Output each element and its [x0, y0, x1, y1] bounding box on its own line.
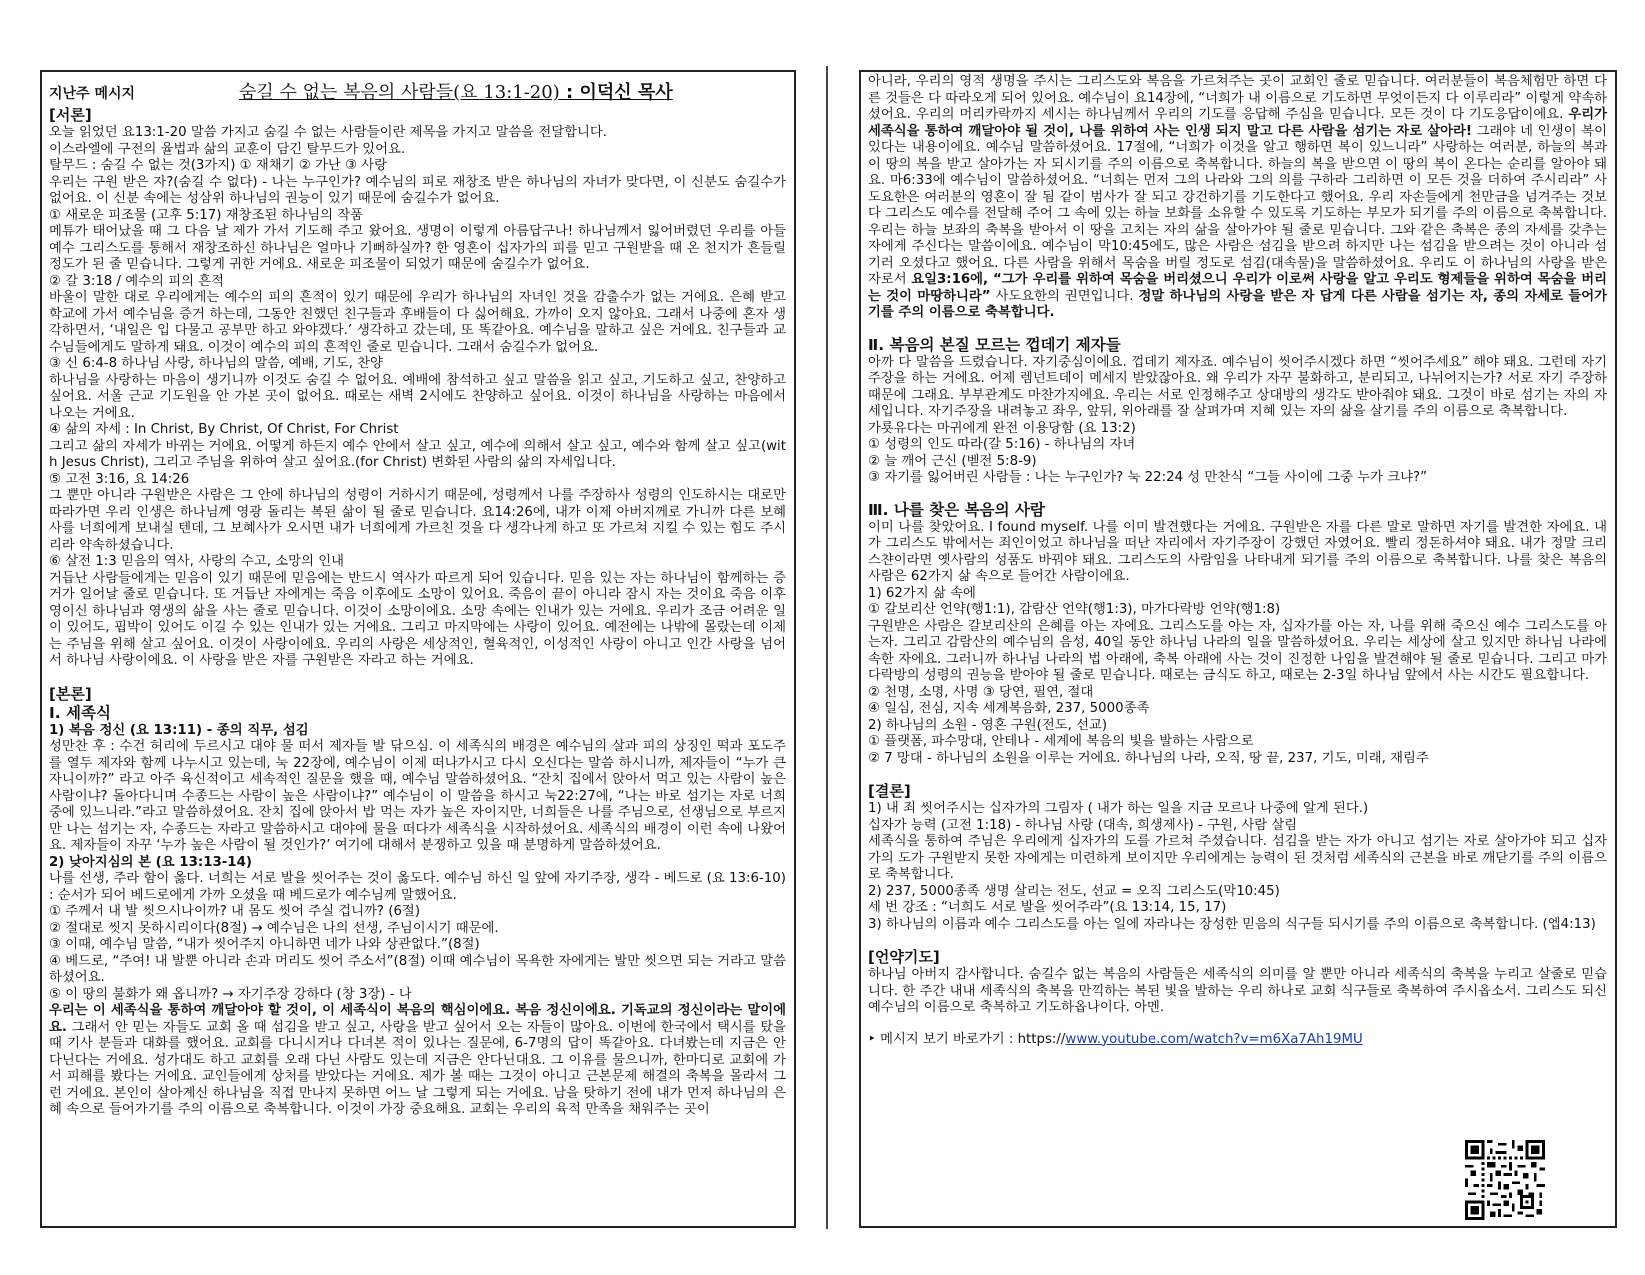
- message-header: [49, 78, 786, 105]
- list-item: 1) 62가지 삶 속에: [868, 585, 976, 601]
- continued-paragraph: [868, 74, 1607, 322]
- intro-point-body: 메튜가 태어났을 때 그 다음 날 제가 가서 기도해 주고 왔어요. 생명이 이렇게 아름답구나! 하나님께서 잃어버렸던 우리를 아들 예수 그리스도를 통해서 재창조하신 하나님은 얼마나 기뻐하실까? 한 영혼이 십자가의 피를 믿고 구원받을 때 온 천지가 흔들릴 정도가 된 줄 믿습니다. 그렇게 귀한 거에요. 새로운 피조물이 되었기 때문에 숨길수가 없어요.: [49, 224, 786, 272]
- list-item: ① 플랫폼, 파수망대, 안테나 - 세계에 복음의 빛을 발하는 사람으로: [868, 734, 1254, 749]
- intro-point-heading: ① 새로운 피조물 (고후 5:17) 재창조된 하나님의 작품: [49, 207, 364, 223]
- section-heading-2: Ⅱ. 복음의 본질 모르는 껍데기 제자들: [868, 335, 1121, 354]
- list-item: 가룟유다는 마귀에게 완전 이용당함 (요 13:2): [868, 420, 1136, 436]
- intro-point-heading: ③ 신 6:4-8 하나님 사랑, 하나님의 말씀, 예배, 기도, 찬양: [49, 356, 383, 371]
- column-divider: [826, 66, 828, 1229]
- section-body: 이미 나를 찾았어요. I found myself. 나를 이미 발견했다는 거에요. 구원받은 자를 다른 말로 말하면 자기를 발견한 자에요. 내가 그리스도 밖에서는 죄인이었고 하나님을 떠난 자리에서 자기주장이 강했던 자였어요. 빨리 정돈하셔야 돼요. 내가 정말 크리스챤이라면 옛사람의 성품도 바꿔야 돼요. 그리스도의 사람임을 나타내게 되기를 주의 이름으로 축복합니다. 나를 찾은 복음의 사람은 62가지 삶 속으로 들어간 사람이에요.: [868, 519, 1607, 584]
- conclusion-body: 세족식을 통하여 주님은 우리에게 십자가의 도를 가르쳐 주셨습니다. 섬김을 받는 자가 아니고 섬기는 자로 살아가야 되고 십자가의 도가 구원받지 못한 자에게는 미련하게 보이지만 우리에게는 능력이 된 것처럼 세족식의 근본을 바로 깨닫기를 주의 이름으로 축복합니다.: [868, 834, 1607, 882]
- list-item: ① 성령의 인도 따라(갈 5:16) - 하나님의 자녀: [868, 437, 1136, 452]
- intro-point-body: 거듭난 사람들에게는 믿음이 있기 때문에 믿음에는 반드시 역사가 따르게 되어 있습니다. 믿음 있는 자는 하나님이 함께하는 증거가 일어날 줄로 믿습니다. 또 거듭난 자에게는 죽음 이후에도 소망이 있어요. 죽음이 끝이 아니라 잠시 자는 것이요 죽음 이후 영이신 하나님과 영생의 삶을 사는 줄로 믿습니다. 이것이 소망이에요. 소망 속에는 인내가 있는 거에요. 우리가 조금 어려운 일이 있어도, 핍박이 있어도 이길 수 있는 인내가 있는 거에요. 그리고 마지막에는 사랑이 있어요. 예전에는 나밖에 몰랐는데 이제는 주님을 위해 살고 싶어요. 이것이 사랑이에요. 우리의 사랑은 세상적인, 혈육적인, 이성적인 사랑이 아니고 인간 사랑을 넘어서 하나님 사랑이에요. 이 사랑을 받은 자를 구원받은 자라고 하는 거에요.: [49, 570, 786, 668]
- list-item: ② 7 망대 - 하나님의 소원을 이루는 거에요. 하나님의 나라, 오직, 땅 끝, 237, 기도, 미래, 재림주: [868, 750, 1429, 766]
- body-heading: [본론]: [49, 684, 92, 703]
- intro-point-heading: ④ 삶의 자세 : In Christ, By Christ, Of Christ, For Christ: [49, 422, 399, 437]
- right-column: [859, 70, 1617, 1228]
- list-item: ② 늘 깨어 근신 (벧전 5:8-9): [868, 453, 1037, 469]
- intro-paragraph: 오늘 읽었던 요13:1-20 말씀 가지고 숨길 수 없는 사람들이란 제목을 가지고 말씀을 전달합니다.: [49, 125, 608, 140]
- section-body: 아까 다 말씀을 드렸습니다. 자기중심이에요. 껍데기 제자죠. 예수님이 씻어주시겠다 하면 “씻어주세요” 해야 돼요. 그런데 자기주장을 하는 거에요. 어제 렘넌트데이 메세지 받았잖아요. 왜 우리가 자꾸 불화하고, 분리되고, 나뉘어지는가? 서로 자기 주장하 때문에 그래요. 부부관계도 마찬가지에요. 우리는 서로 인정해주고 상대방의 생각도 받아줘야 돼요. 그것이 바로 섬기는 자의 자세입니다. 자기주장을 내려놓고 좌우, 앞뒤, 위아래를 잘 살펴가며 지혜 있는 자의 삶을 살기를 주의 이름으로 축복합니다.: [868, 354, 1607, 419]
- list-item: 2) 하나님의 소원 - 영혼 구원(전도, 선교): [868, 717, 1108, 733]
- sermon-title-main: 숨길 수 없는 복음의 사람들(요 13:1-20): [239, 82, 560, 103]
- section-body: 구원받은 사람은 갈보리산의 은혜를 아는 자에요. 그리스도를 아는 자, 십자가를 아는 자, 나를 위해 죽으신 예수 그리스도를 아는자. 그리고 감람산의 예수님의 음성, 40일 동안 하나님 나라의 일을 말씀하셨어요. 우리는 세상에 살고 있지만 하나님 나라에 속한 자에요. 그러니까 하나님 나라의 법 아래에, 축복 아래에 사는 것이 진정한 나임을 발견해야 될 줄로 믿습니다. 그리고 마가다락방의 성령의 권능을 받아야 될 줄로 믿습니다. 때로는 금식도 하고, 때로는 2-3일 하나님 앞에서 사는 시간도 필요합니다.: [868, 618, 1607, 683]
- sermon-speaker: : 이덕신 목사: [559, 82, 673, 103]
- section-heading-1: Ⅰ. 세족식: [49, 703, 111, 722]
- link-prefix: ‣ 메시지 보기 바로가기 : https://: [868, 1031, 1066, 1047]
- intro-point-heading: ② 갈 3:18 / 예수의 피의 흔적: [49, 273, 224, 289]
- intro-point-body: 하나님을 사랑하는 마음이 생기니까 이것도 숨길 수 없어요. 예배에 참석하고 싶고 말씀을 읽고 싶고, 기도하고 싶고, 찬양하고 싶어요. 서울 근교 기도원을 안 가본 곳이 없어요. 때로는 새벽 2시에도 찬양하고 싶어요. 이것이 하나님을 사랑하는 마음에서 나오는 거에요.: [49, 372, 786, 421]
- intro-heading: [서론]: [49, 106, 92, 124]
- paragraph-text: 그래야 네 인생이 복이 있다는 내용이에요. 예수님 말씀하셨어요. 17절에, “너희가 이것을 알고 행하면 복이 있느니라” 사랑하는 여러분, 하늘의 복과 이 땅의 복을 받고 살아가는 자 되시기를 주의 이름으로 축복합니다. 하늘의 복을 받으면 이 땅의 복이 온다는 순리를 알아야 돼요. 마6:33에 예수님이 말씀하셨어요. “너희는 먼저 그의 나라와 그의 의를 구하라 그리하면 이 모든 것을 더하여 주시리라” 사도요한은 여러분의 영혼이 잘 됨 같이 범사가 잘 되고 강건하기를 기도한다고 했어요. 우리 자손들에게 천만금을 넘겨주는 것보다 그리스도 예수를 전달해 주어 그 속에 있는 하늘 보화를 소유할 수 있도록 기도하는 부모가 되기를 주의 이름으로 축복합니다. 우리는 하늘 보좌의 축복을 받아서 이 땅을 고치는 자의 삶을 살아가야 될 줄로 믿습니다. 그와 같은 축복은 종의 자세를 갖추는 자에게 주신다는 말씀이에요. 예수님이 막10:45에도, 많은 사람은 섬김을 받으려 하지만 나는 섬김을 받으려는 것이 아니라 섬기러 오셨다고 했어요. 다른 사람을 위해서 목숨을 버릴 정도로 섬김(대속물)을 말씀하셨어요. 우리도 이 하나님의 사랑을 받은 자로서: [868, 123, 1607, 287]
- subsection-heading: 1) 복음 정신 (요 13:11) - 종의 직무, 섬김: [49, 722, 309, 738]
- emphasis-text: 요일3:16에, “그가 우리를 위하여 목숨을 버리셨으니 우리가 이로써 사랑을 알고 우리도 형제들을 위하여 목숨을 버리는 것이 마땅하니라”: [868, 272, 1607, 304]
- emphasis-text: 우리가 세족식을 통하여 깨달아야 될 것이, 나를 위하여 사는 인생 되지 말고 다른 사람을 섬기는 자로 살아라!: [868, 107, 1607, 139]
- intro-point-body: 그리고 삶의 자세가 바뀌는 거에요. 어떻게 하든지 예수 안에서 살고 싶고, 예수에 의해서 살고 싶고, 예수와 함께 살고 싶고(with Jesus Christ), 그리고 주님을 위하여 살고 싶어요.(for Christ) 변화된 사람의 삶의 자세입니다.: [49, 438, 786, 470]
- subsection-body: 나를 선생, 주라 함이 옳다. 너희는 서로 발을 씻어주는 것이 옳도다. 예수님 하신 일 앞에 자기주장, 생각 - 베드로 (요 13:6-10) : 순서가 되어 베드로에게 가까 오셨을 때 베드로가 예수님께 말했어요.: [49, 871, 786, 903]
- list-item: ② 천명, 소명, 사명 ③ 당연, 필연, 절대: [868, 684, 1094, 700]
- prayer-body: 하나님 아버지 감사합니다. 숨길수 없는 복음의 사람들은 세족식의 의미를 알 뿐만 아니라 세족식의 축복을 누리고 살줄로 믿습니다. 한 주간 내내 세족식의 축복을 만끽하는 복된 빛을 발하는 우리 하나로 교회 식구들로 축복하여 주시옵소서. 그리스도 되신 예수님의 이름으로 축복하고 기도하옵나이다. 아멘.: [868, 967, 1607, 1015]
- list-item: 2) 237, 5000종족 생명 살리는 전도, 선교 = 오직 그리스도(막10:45): [868, 883, 1280, 899]
- emphasis-text: 우리는 이 세족식을 통하여 깨달아야 할 것이, 이 세족식이 복음의 핵심이에요. 복음 정신이에요. 기독교의 정신이라는 말이에요.: [49, 1003, 786, 1035]
- list-item: 십자가 능력 (고전 1:18) - 하나님 사랑 (대속, 희생제사) - 구원, 사람 살림: [868, 817, 1298, 833]
- sermon-title: [239, 78, 673, 104]
- list-item: ① 갈보리산 언약(행1:1), 감람산 언약(행1:3), 마가다락방 언약(행1:8): [868, 602, 1281, 617]
- intro-point-body: 바울이 말한 대로 우리에게는 예수의 피의 흔적이 있기 때문에 우리가 하나님의 자녀인 것을 감출수가 없는 거에요. 은혜 받고 학교에 가서 예수님을 증거 하는데, 그동안 친했던 친구들과 후배들이 다 싫어해요. 가까이 오지 않아요. 그래서 나중에 혼자 생각하면서, ‘내일은 입 다물고 공부만 하고 와야겠다.’ 생각하고 갔는데, 또 똑같아요. 예수님을 말하고 싶은 거에요. 친구들과 교수님들에게도 말하게 돼요. 이것이 예수의 피의 흔적인 줄로 믿습니다. 그래서 숨길수가 없어요.: [49, 290, 786, 355]
- intro-point-heading: ⑤ 고전 3:16, 요 14:26: [49, 471, 190, 487]
- list-item: ④ 일심, 전심, 지속 세계복음화, 237, 5000종족: [868, 701, 1150, 716]
- header-label: 지난주 메시지: [49, 86, 136, 102]
- list-item: ⑤ 이 땅의 불화가 왜 옵니까? → 자기주장 강하다 (창 3장) - 나: [49, 986, 412, 1002]
- emphasis-text: 정말 하나님의 사랑을 받은 자 답게 다른 사람을 섬기는 자, 종의 자세로 들어가기를 주의 이름으로 축복합니다.: [868, 288, 1607, 320]
- intro-point-heading: ⑥ 살전 1:3 믿음의 역사, 사랑의 수고, 소망의 인내: [49, 554, 344, 569]
- left-column: [40, 70, 796, 1228]
- list-item: 1) 내 죄 씻어주시는 십자가의 그림자 ( 내가 하는 일을 지금 모르나 나중에 알게 된다.): [868, 801, 1369, 816]
- list-item: 세 번 강조 : “너희도 서로 발을 씻어주라”(요 13:14, 15, 17): [868, 900, 1227, 915]
- conclusion-heading: [결론]: [868, 782, 911, 800]
- list-item: ④ 베드로, “주여! 내 발뿐 아니라 손과 머리도 씻어 주소서”(8절) 이때 예수님이 목욕한 자에게는 발만 씻으면 되는 거라고 말씀하셨어요.: [49, 953, 786, 985]
- list-item: ① 주께서 내 발 씻으시나이까? 내 몸도 씻어 주실 겁니까? (6절): [49, 904, 421, 919]
- list-item: 3) 하나님의 이름과 예수 그리스도를 아는 일에 자라나는 장성한 믿음의 식구들 되시기를 주의 이름으로 축복합니다. (엡4:13): [868, 916, 1596, 932]
- intro-paragraph: 이스라엘에 구전의 율법과 삶의 교훈이 담긴 탈무드가 있어요.: [49, 141, 406, 157]
- qr-code-icon: [1465, 1140, 1545, 1220]
- subsection-heading: 2) 낮아지심의 본 (요 13:13-14): [49, 854, 252, 870]
- youtube-link[interactable]: www.youtube.com/watch?v=m6Xa7Ah19MU: [1065, 1031, 1363, 1047]
- paragraph-text: 아니라, 우리의 영적 생명을 주시는 그리스도와 복음을 가르쳐주는 곳이 교회인 줄로 믿습니다. 여러분들이 복음체험만 하면 다른 것들은 다 따라오게 되어 있어요. 예수님이 요14장에, “너희가 내 이름으로 기도하면 무엇이든지 다 이루리라” 이렇게 약속하셨어요. 우리의 머리카락까지 세시는 하나님께서 우리의 기도를 응답해 주심을 믿습니다. 모든 것이 다 기도응답이에요.: [868, 74, 1607, 122]
- list-item: ③ 자기를 잃어버린 사람들 : 나는 누구인가? 눅 22:24 성 만찬식 “그들 사이에 그중 누가 크냐?”: [868, 470, 1428, 485]
- video-link-row: [868, 1031, 1607, 1049]
- talmud-line: 탈무드 : 숨길 수 없는 것(3가지) ① 재채기 ② 가난 ③ 사랑: [49, 158, 387, 173]
- section-heading-3: Ⅲ. 나를 찾은 복음의 사람: [868, 500, 1045, 519]
- paragraph-text: 그래서 안 믿는 자들도 교회 올 때 섬김을 받고 싶고, 사랑을 받고 싶어서 오는 자들이 많아요. 이번에 한국에서 택시를 탔을 때 기사 분들과 대화를 했어요. 교회를 다니시거나 다녀본 적이 있나는 질문에, 6-7명의 답이 똑같아요. 다녀봤는데 지금은 안 다닌다는 거에요. 성가대도 하고 교회를 오래 다닌 사람도 있는데 지금은 안다닌대요. 그 이유를 물으니까, 한마디로 교회에 가서 피해를 봤다는 거에요. 교인들에게 상처를 받았다는 거에요. 제가 볼 때는 그것이 아니고 근본문제 해결의 축복을 몰라서 그런 거에요. 본인이 살아계신 하나님을 직접 만나지 못하면 어느 날 그렇게 되는 거에요. 남을 탓하기 전에 내가 먼저 하나님의 은혜 속으로 들어가기를 주의 이름으로 축복합니다. 이것이 가장 중요해요. 교회는 우리의 육적 만족을 채워주는 곳이: [49, 1019, 786, 1117]
- subsection-body: 성만찬 후 : 수건 허리에 두르시고 대야 물 떠서 제자들 발 닦으심. 이 세족식의 배경은 예수님의 살과 피의 상징인 떡과 포도주를 열두 제자와 함께 나누시고 있는데, 눅 22장에, 예수님이 이제 떠나가시고 다시 오신다는 말씀 하시니까, 제자들이 “누가 큰 자니이까?” 라고 아주 육신적이고 세속적인 질문을 했을 때, 예수님 말씀하셨어요. “잔치 집에서 앉아서 먹고 있는 사람이 높은 사람이냐? 돌아다니며 수종드는 사람이 높은 사람이냐?” 예수님이 이 말씀을 하시고 눅22:27에, “나는 바로 섬기는 자로 너희 중에 있느니라.”라고 말씀하셨어요. 잔치 집에 앉아서 밥 먹는 자가 높은 자이지만, 너희들은 나를 주님으로, 선생님으로 부르지만 나는 섬기는 자, 수종드는 자라고 말씀하시고 대야에 물을 떠다가 세족식을 시작하셨어요. 세족식의 배경이 이런 속에 나왔어요. 제자들이 자꾸 ‘누가 높은 사람이 될 것인가?’ 여기에 대해서 분쟁하고 있을 때 분명하게 말씀하셨어요.: [49, 739, 786, 853]
- list-item: ③ 이때, 예수님 말씀, “내가 씻어주지 아니하면 네가 나와 상관없다.”(8절): [49, 937, 480, 952]
- list-item: ② 절대로 씻지 못하시리이다(8절) → 예수님은 나의 선생, 주님이시기 때문에.: [49, 920, 499, 936]
- section-paragraph: [49, 1003, 786, 1119]
- intro-point-body: 그 뿐만 아니라 구원받은 사람은 그 안에 하나님의 성령이 거하시기 때문에, 성령께서 나를 주장하사 성령의 인도하시는 대로만 따라가면 우리 인생은 하나님께 영광 돌리는 복된 삶이 될 줄로 믿습니다. 요14:26에, 내가 이제 아버지께로 가니까 다른 보혜사를 너희에게 보내실 텐데, 그 보혜사가 오시면 내가 너희에게 가르친 것을 다 생각나게 하고 또 가르쳐 지킬 수 있는 힘도 주시리라 약속하셨습니다.: [49, 488, 786, 553]
- paragraph-text: 사도요한의 권면입니다.: [990, 288, 1139, 304]
- prayer-heading: [언약기도]: [868, 948, 940, 966]
- intro-paragraph: 우리는 구원 받은 자?(숨길 수 없다) - 나는 누구인가? 예수님의 피로 재창조 받은 하나님의 자녀가 맞다면, 이 신분도 숨길수가 없어요. 이 신분 속에는 성삼위 하나님의 권능이 있기 때문에 숨길수가 없어요.: [49, 174, 786, 206]
